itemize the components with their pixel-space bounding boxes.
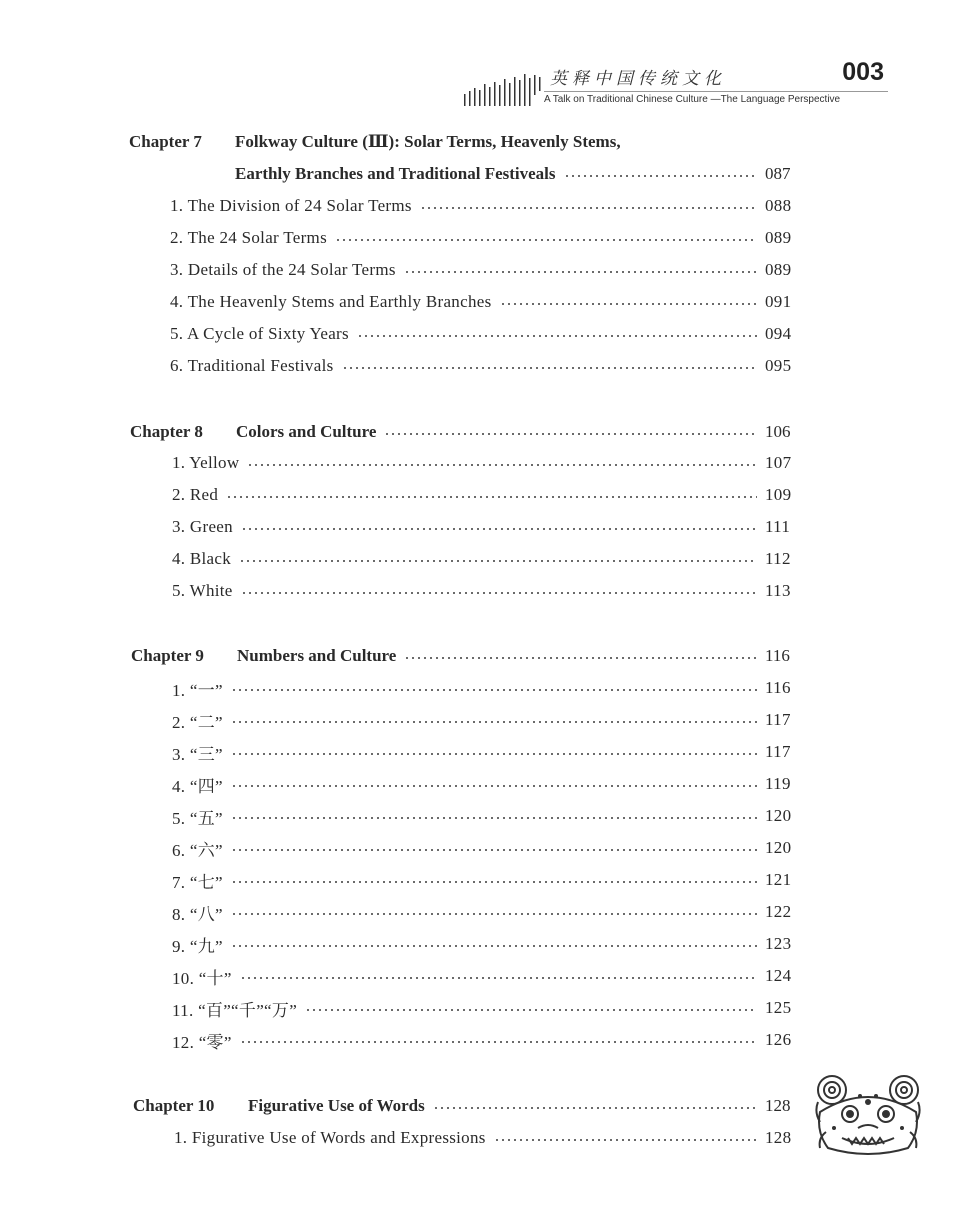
toc-entry[interactable] <box>172 481 805 509</box>
dot-leader <box>494 1139 757 1141</box>
entry-label: 3. Green <box>172 517 233 536</box>
entry-label: 3. Details of the 24 Solar Terms <box>170 260 396 279</box>
toc-entry[interactable] <box>172 545 805 573</box>
dot-leader <box>231 945 757 947</box>
entry-label: 4. The Heavenly Stems and Earthly Branches <box>170 292 492 311</box>
chapter-9-heading[interactable] <box>131 642 805 670</box>
chapter-7-heading-line2[interactable] <box>235 160 805 188</box>
entry-label: 6. “六” <box>172 840 223 860</box>
dot-leader <box>420 207 757 209</box>
dot-leader <box>335 239 757 241</box>
entry-label: 2. “二” <box>172 712 223 732</box>
entry-label: 11. “百”“千”“万” <box>172 1000 298 1020</box>
book-title-cn: 英释中国传统文化 <box>550 69 726 89</box>
entry-label: 1. Figurative Use of Words and Expressions <box>174 1128 486 1147</box>
dot-leader <box>433 1107 757 1109</box>
toc-entry[interactable] <box>170 352 805 380</box>
page-ref: 117 <box>765 710 791 729</box>
page-ref: 116 <box>765 678 791 697</box>
dot-leader <box>231 913 757 915</box>
dot-leader <box>241 592 757 594</box>
dot-leader <box>241 528 757 530</box>
entry-label: 3. “三” <box>172 744 223 764</box>
toc-entry[interactable] <box>172 706 805 734</box>
entry-label: 6. Traditional Festivals <box>170 356 334 375</box>
page-number: 003 <box>842 58 884 86</box>
dot-leader <box>231 753 757 755</box>
page-ref: 088 <box>765 196 792 215</box>
chapter-title: Figurative Use of Words <box>248 1096 425 1115</box>
dot-leader <box>342 367 757 369</box>
toc-entry[interactable] <box>172 866 805 894</box>
dot-leader <box>305 1009 757 1011</box>
dot-leader <box>357 335 757 337</box>
entry-label: 1. “一” <box>172 680 223 700</box>
toc-entry[interactable] <box>170 288 805 316</box>
toc-entry[interactable] <box>172 577 805 605</box>
dot-leader <box>239 560 757 562</box>
toc-entry[interactable] <box>172 930 805 958</box>
dot-leader <box>231 817 757 819</box>
dot-leader <box>240 977 757 979</box>
page-ref: 095 <box>765 356 792 375</box>
dot-leader <box>226 496 757 498</box>
toc-entry[interactable] <box>172 770 805 798</box>
dot-leader <box>240 1041 757 1043</box>
page-ref: 119 <box>765 774 791 793</box>
page-ref: 113 <box>765 581 791 600</box>
entry-label: 7. “七” <box>172 872 223 892</box>
chapter-title-line2: Earthly Branches and Traditional Festiveals <box>235 164 556 183</box>
page-ref: 122 <box>765 902 792 921</box>
page-ref: 107 <box>765 453 792 472</box>
page-ref: 128 <box>765 1128 792 1147</box>
dot-leader <box>231 689 757 691</box>
toc-entry[interactable] <box>172 1026 805 1054</box>
toc-entry[interactable] <box>172 738 805 766</box>
page-ref: 109 <box>765 485 792 504</box>
toc-entry[interactable] <box>172 513 805 541</box>
toc-entry[interactable] <box>172 834 805 862</box>
chapter-title: Colors and Culture <box>236 422 377 441</box>
chapter-number: Chapter 9 <box>131 646 204 665</box>
toc-entry[interactable] <box>172 802 805 830</box>
dot-leader <box>404 271 757 273</box>
dot-leader <box>500 303 757 305</box>
toc-entry[interactable] <box>174 1124 805 1152</box>
page-ref: 089 <box>765 260 792 279</box>
page-ref: 120 <box>765 838 792 857</box>
entry-label: 5. A Cycle of Sixty Years <box>170 324 349 343</box>
page-ref: 116 <box>765 646 790 665</box>
dot-leader <box>231 849 757 851</box>
chapter-number: Chapter 8 <box>130 422 203 441</box>
chapter-7-heading[interactable] <box>129 128 809 156</box>
entry-label: 2. Red <box>172 485 219 504</box>
chapter-8-heading[interactable] <box>130 418 805 446</box>
page-ref: 126 <box>765 1030 792 1049</box>
page-ref: 106 <box>765 422 791 441</box>
page-ref: 124 <box>765 966 792 985</box>
entry-label: 5. “五” <box>172 808 223 828</box>
page-ref: 091 <box>765 292 792 311</box>
book-subtitle: A Talk on Traditional Chinese Culture —The Language Perspective <box>544 94 841 105</box>
page-ref: 087 <box>765 164 791 183</box>
toc-entry[interactable] <box>170 320 805 348</box>
page-ref: 123 <box>765 934 792 953</box>
page-ref: 112 <box>765 549 791 568</box>
dot-leader <box>231 785 757 787</box>
page-ref: 121 <box>765 870 792 889</box>
entry-label: 4. Black <box>172 549 232 568</box>
toc-entry[interactable] <box>172 898 805 926</box>
entry-label: 4. “四” <box>172 776 223 796</box>
entry-label: 9. “九” <box>172 936 223 956</box>
page-ref: 094 <box>765 324 792 343</box>
chapter-number: Chapter 7 <box>129 132 202 151</box>
toc-entry[interactable] <box>172 449 805 477</box>
page-ref: 089 <box>765 228 792 247</box>
page-ref: 117 <box>765 742 791 761</box>
toc-entry[interactable] <box>172 674 805 702</box>
entry-label: 5. White <box>172 581 233 600</box>
chapter-number: Chapter 10 <box>133 1096 215 1115</box>
toc-entry[interactable] <box>170 192 805 220</box>
dot-leader <box>231 881 757 883</box>
entry-label: 2. The 24 Solar Terms <box>170 228 327 247</box>
dot-leader <box>231 721 757 723</box>
dot-leader <box>564 175 757 177</box>
entry-label: 12. “零” <box>172 1032 232 1052</box>
dot-leader <box>384 433 757 435</box>
chapter-title-line1: Folkway Culture (Ⅲ): Solar Terms, Heavenly Stems, <box>235 132 621 151</box>
page-ref: 111 <box>765 517 791 536</box>
lion-head-ornament <box>812 1072 924 1156</box>
entry-label: 10. “十” <box>172 968 232 988</box>
toc-entry[interactable] <box>172 994 805 1022</box>
page-ref: 128 <box>765 1096 791 1115</box>
toc-entry[interactable] <box>172 962 805 990</box>
entry-label: 1. Yellow <box>172 453 240 472</box>
chapter-10-heading[interactable] <box>133 1092 805 1120</box>
toc-entry[interactable] <box>170 224 805 252</box>
entry-label: 8. “八” <box>172 904 223 924</box>
entry-label: 1. The Division of 24 Solar Terms <box>170 196 412 215</box>
chapter-title: Numbers and Culture <box>237 646 397 665</box>
page-ref: 125 <box>765 998 792 1017</box>
dot-leader <box>404 657 757 659</box>
dot-leader <box>247 464 757 466</box>
page-ref: 120 <box>765 806 792 825</box>
toc-entry[interactable] <box>170 256 805 284</box>
